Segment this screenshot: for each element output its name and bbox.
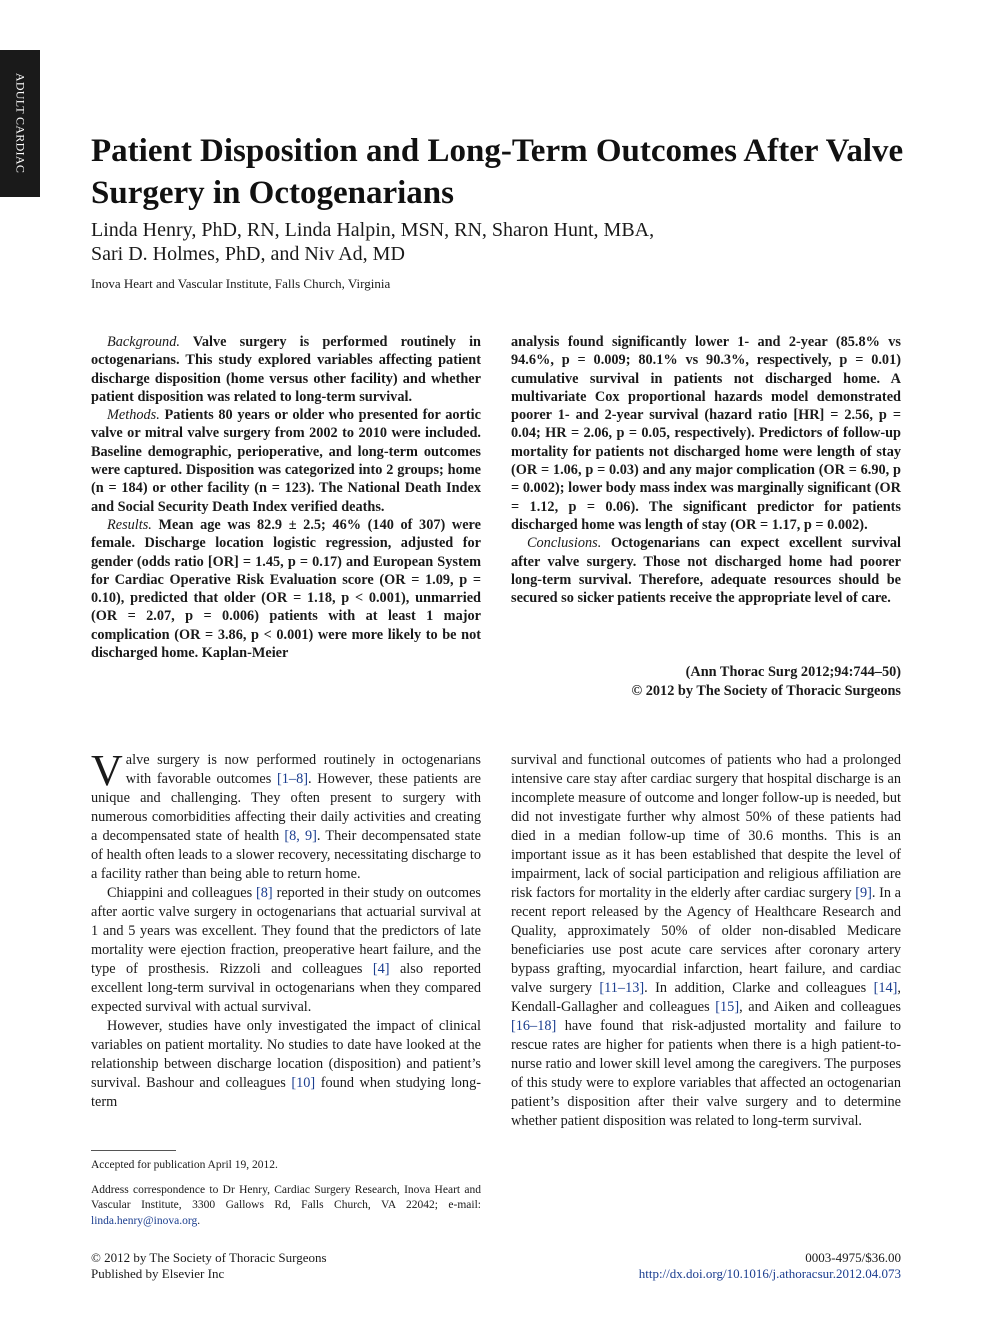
reference-link[interactable]: [4]: [372, 961, 390, 977]
reference-link[interactable]: [9]: [855, 885, 872, 901]
email-link[interactable]: linda.henry@inova.org: [91, 1214, 198, 1227]
abstract-column-left: [91, 333, 481, 662]
abstract-copyright: © 2012 by The Society of Thoracic Surgeons: [631, 683, 901, 699]
body-paragraph-3: However, studies have only investigated the impact of clinical variables on patient mortality. No studies to date have looked at the relationship between discharge location (disposition) and patient’s survival. Bashour and colleagues [10] found when studying long-term: [91, 1018, 481, 1110]
abstract-column-right: [511, 333, 901, 607]
issn-price: 0003-4975/$36.00: [805, 1250, 901, 1265]
abstract-methods: Methods. Patients 80 years or older who presented for aortic valve or mitral valve surgery from 2002 to 2010 were included. Baseline demographic, perioperative, and long-term outcomes were captured. Disposition was categorized into 2 groups; home (n = 184) or other facility (n = 123). The National Death Index and Social Security Death Index verified deaths.: [91, 407, 481, 515]
reference-link[interactable]: [16–18]: [511, 1018, 557, 1034]
abstract-conclusions-label: Conclusions.: [527, 535, 602, 552]
abstract-results-label: Results.: [107, 516, 152, 533]
body-column-left: [91, 746, 482, 1112]
author-line-1: Linda Henry, PhD, RN, Linda Halpin, MSN, RN, Sharon Hunt, MBA,: [91, 219, 655, 241]
accepted-date: Accepted for publication April 19, 2012.: [91, 1159, 278, 1171]
correspondence-address: Address correspondence to Dr Henry, Cardiac Surgery Research, Inova Heart and Vascular Institute, 3300 Gallows Rd, Falls Church, VA 22042; e-mail: linda.henry@inova.org.: [91, 1183, 481, 1227]
reference-link[interactable]: [8, 9]: [284, 828, 317, 844]
bottom-copyright: © 2012 by The Society of Thoracic Surgeons: [91, 1250, 327, 1265]
reference-link[interactable]: [10]: [291, 1075, 316, 1091]
abstract-background-label: Background.: [107, 334, 180, 350]
abstract-results-continued: analysis found significantly lower 1- and 2-year (85.8% vs 94.6%, p = 0.009; 80.1% vs 90.3%, respectively, p = 0.01) cumulative survival in patients not discharged home. A multivariate Cox proportional hazards model demonstrated poorer 1- and 2-year survival (hazard ratio [HR] = 2.56, p = 0.04; HR = 2.06, p = 0.05, respectively). Predictors of follow-up mortality for patients not discharged home were length of stay (OR = 1.06, p = 0.03) and any major complication (OR = 6.90, p = 0.002); lower body mass index was marginally significant (OR = 1.12, p = 0.06). The significant predictor for patients discharged home was length of stay (OR = 1.17, p = 0.002).: [511, 334, 901, 533]
author-line-2: Sari D. Holmes, PhD, and Niv Ad, MD: [91, 243, 405, 265]
article-identifiers: [639, 1250, 901, 1281]
reference-link[interactable]: [15]: [715, 999, 740, 1015]
abstract-background: Background. Valve surgery is performed routinely in octogenarians. This study explored variables affecting patient discharge disposition (home versus other facility) and whether patient disposition was related to long-term survival.: [91, 334, 481, 405]
affiliation: Inova Heart and Vascular Institute, Falls Church, Virginia: [91, 276, 391, 291]
publisher-name: Published by Elsevier Inc: [91, 1265, 225, 1281]
body-column-right: [511, 751, 901, 1131]
journal-citation: [511, 663, 901, 701]
abstract-results: Results. Mean age was 82.9 ± 2.5; 46% (140 of 307) were female. Discharge location logistic regression, adjusted for gender (odds ratio [OR] = 1.45, p = 0.17) and European System for Cardiac Operative Risk Evaluation score (OR = 1.09, p = 0.10), predicted that older (OR = 1.18, p < 0.001), unmarried (OR = 2.07, p = 0.006) patients with at least 1 major complication (OR = 3.86, p < 0.001) were more likely to be not discharged home. Kaplan-Meier: [91, 516, 481, 662]
section-tab-label: ADULT CARDIAC: [13, 72, 28, 174]
abstract-conclusions: Conclusions. Octogenarians can expect excellent survival after valve surgery. Those not discharged home had poorer long-term survival. Therefore, adequate resources should be secured so sicker patients receive the appropriate level of care.: [511, 535, 902, 607]
author-list: [91, 218, 911, 266]
publisher-info: [91, 1250, 327, 1281]
footnotes: [91, 1158, 481, 1238]
body-paragraph-2: Chiappini and colleagues [8] reported in their study on outcomes after aortic valve surgery in octogenarians that actuarial survival at 1 and 5 years was excellent. They found that the predictors of late mortality were ejection fraction, preoperative heart failure, and the type of prosthesis. Rizzoli and colleagues [4] also reported excellent long-term survival in octogenarians when they compared expected survival with actual survival.: [91, 885, 481, 1015]
doi-link[interactable]: http://dx.doi.org/10.1016/j.athoracsur.2012.04.073: [638, 1265, 901, 1281]
section-tab: [0, 50, 40, 197]
reference-link[interactable]: [1–8]: [277, 771, 308, 787]
body-paragraph-continued: survival and functional outcomes of patients who had a prolonged intensive care stay after cardiac surgery that hospital discharge is an incomplete measure of outcome and longer follow-up is needed, but did not investigate further why almost 50% of these patients had died in a median follow-up time of 30.6 months. This is an important issue as it has been established that despite the level of impairment, lack of social participation and religious affiliation are risk factors for mortality in the elderly after cardiac surgery [9]. In a recent report released by the Agency of Healthcare Research and Quality, approximately 50% of older non-disabled Medicare beneficiaries use post acute care services after coronary artery bypass grafting, myocardial infarction, heart failure, and cardiac valve surgery [11–13]. In addition, Clarke and colleagues [14], Kendall-Gallagher and colleagues [15], and Aiken and colleagues [16–18] have found that risk-adjusted mortality and failure to rescue rates are higher for patients when there is a high patient-to-nurse ratio and lower skill level among the caregivers. The purposes of this study were to explore variables that affected an octogenarian patient’s disposition after their valve surgery and to determine whether patient disposition was related to long-term survival.: [511, 752, 902, 1129]
drop-cap: V: [91, 746, 123, 795]
reference-link[interactable]: [11–13]: [599, 980, 645, 996]
reference-link[interactable]: [8]: [256, 885, 273, 901]
article-title: Patient Disposition and Long-Term Outcomes After Valve Surgery in Octogenarians: [91, 133, 904, 211]
abstract-methods-label: Methods.: [107, 407, 160, 424]
body-paragraph-1: Valve surgery is now performed routinely in octogenarians with favorable outcomes [1–8]. However, these patients are unique and challenging. They often present to surgery with numerous comorbidities affecting their daily activities and creating a decompensated state of health [8, 9]. Their decompensated state of health often leads to a slower recovery, necessitating discharge to a facility rather than being able to return home.: [91, 746, 482, 882]
footnote-divider: [91, 1150, 176, 1151]
reference-link[interactable]: [14]: [873, 980, 898, 996]
journal-reference: (Ann Thorac Surg 2012;94:744–50): [685, 664, 901, 680]
